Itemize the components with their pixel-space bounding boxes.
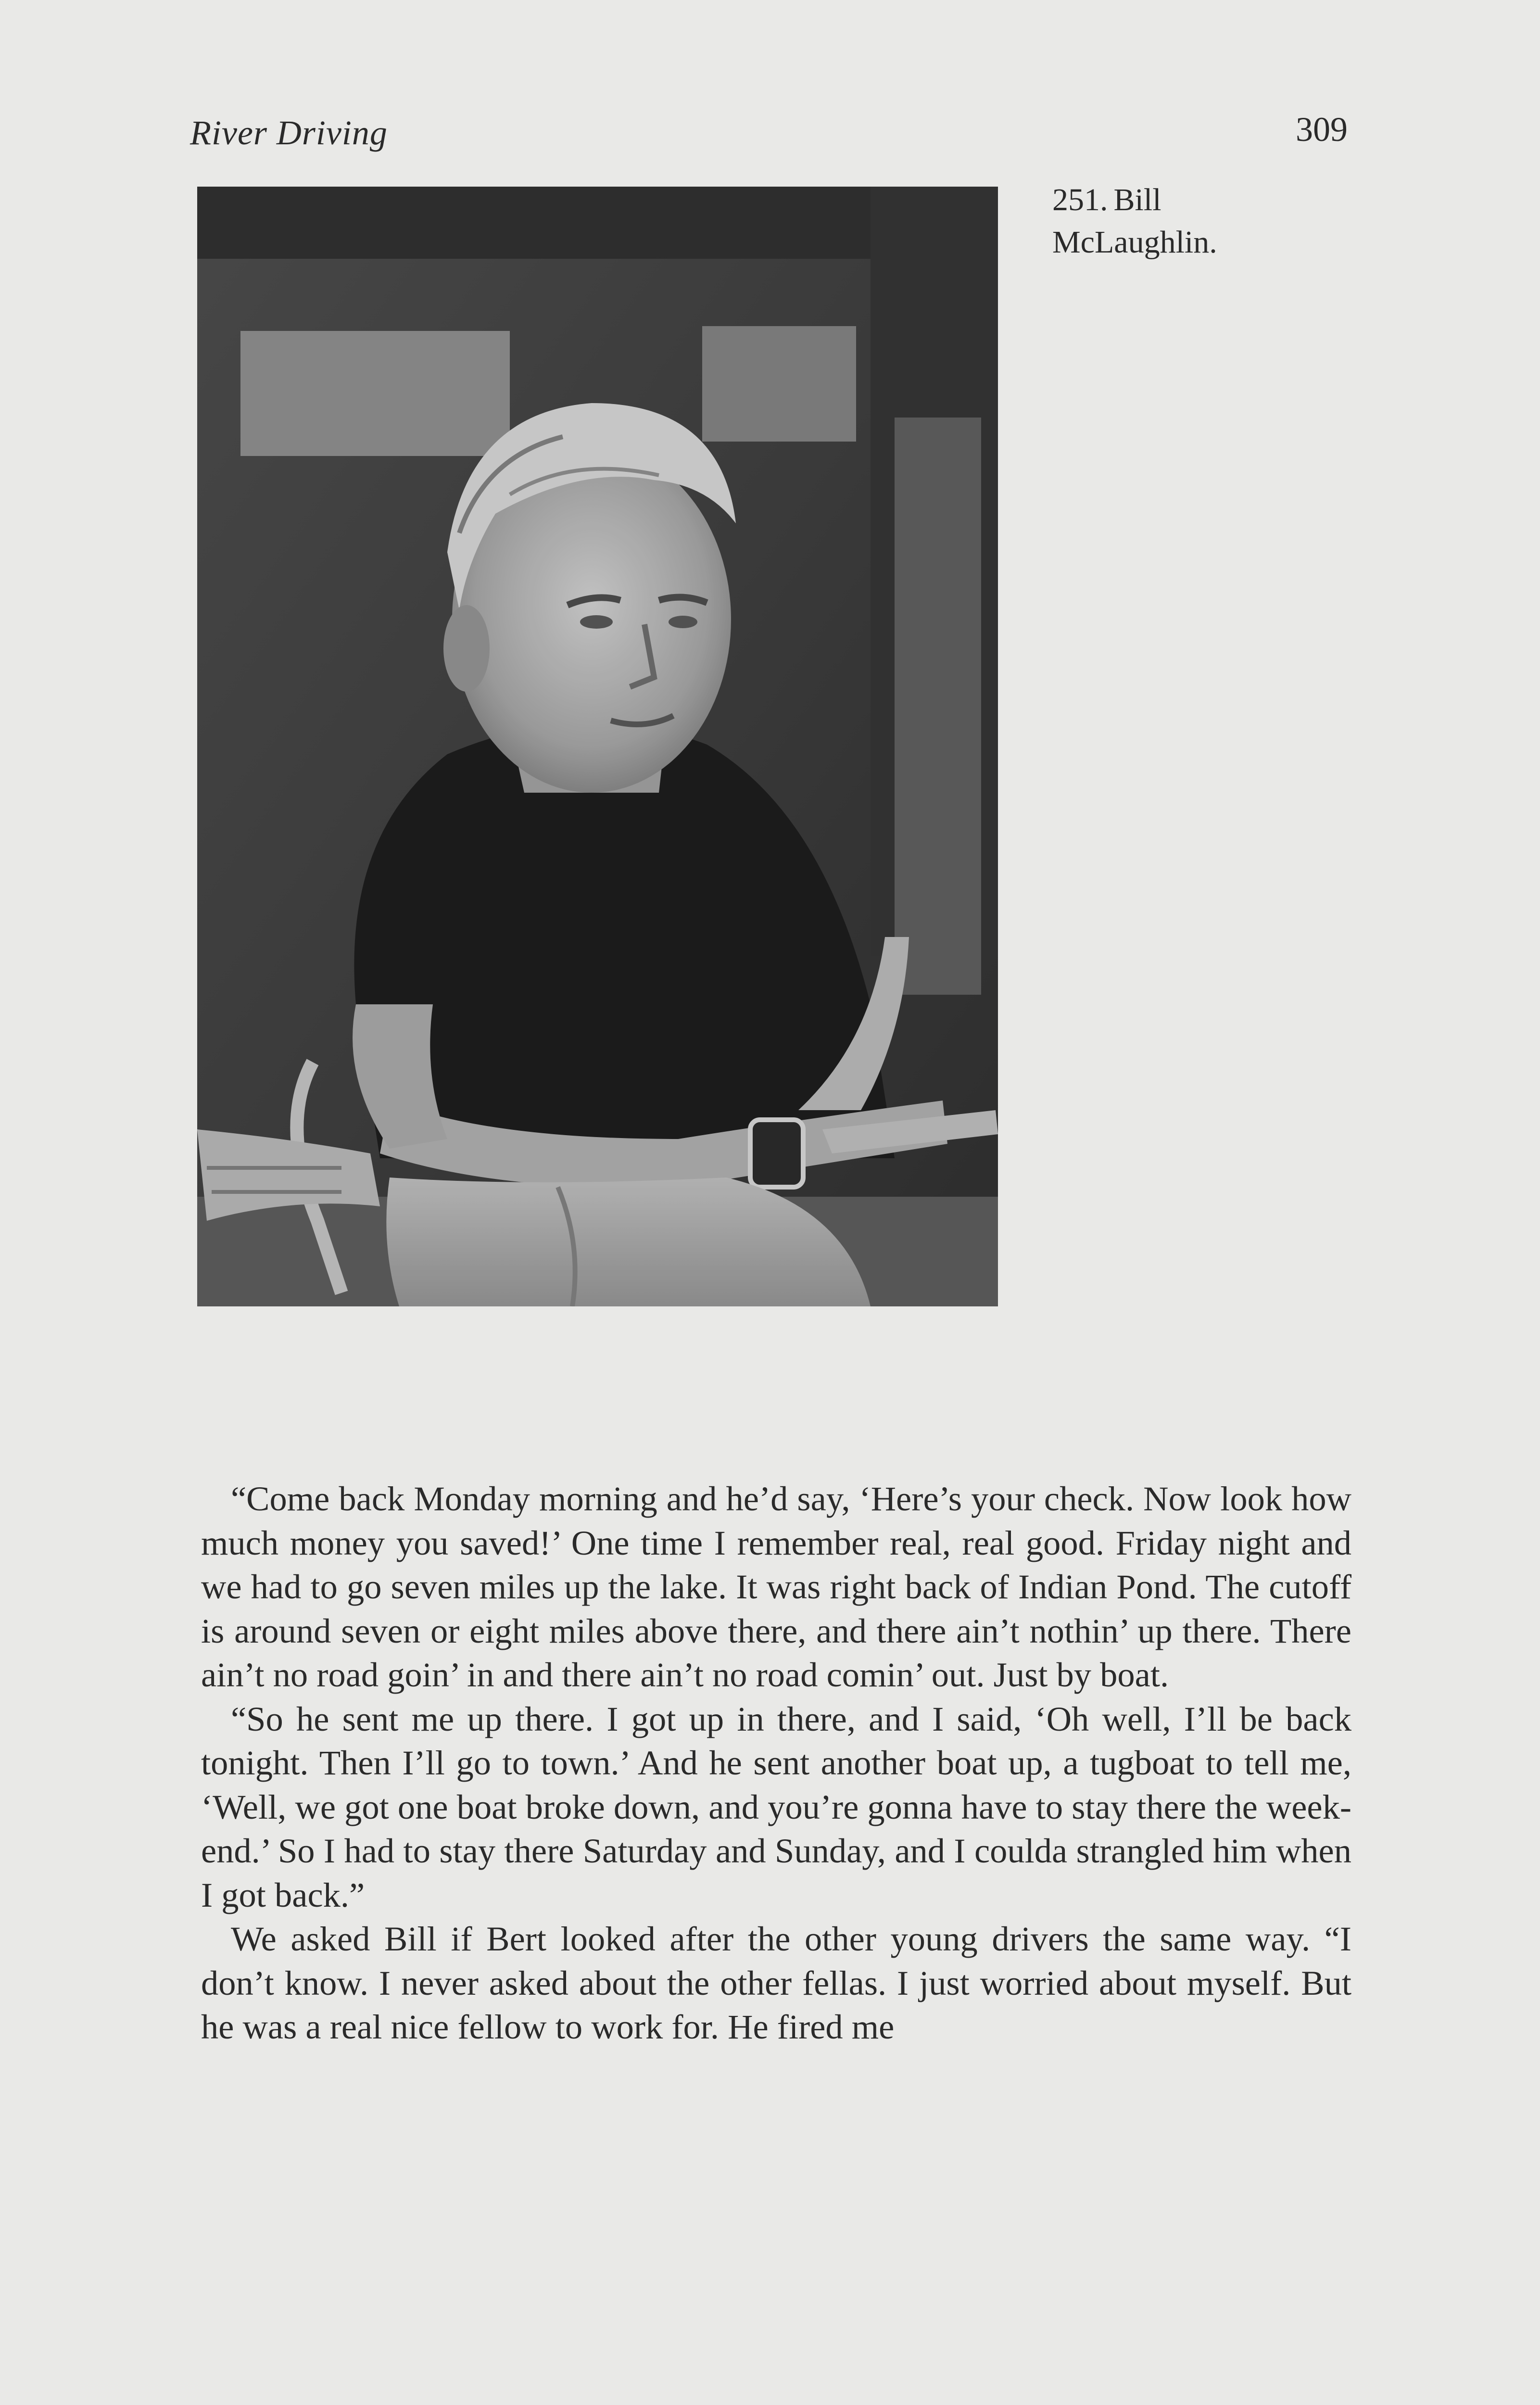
caption-text: Bill McLaughlin. — [1052, 182, 1217, 260]
figure-number: 251. — [1052, 182, 1108, 217]
running-head: River Driving — [190, 114, 388, 152]
portrait-photo — [197, 187, 998, 1306]
paragraph: “Come back Monday morning and he’d say, ‘Here’s your check. Now look how much money you saved!’ One time I remember real, real good. Friday night and we had to go seven miles up the lake. It was right back of Indian Pond. The cutoff is around seven or eight miles above there, and there ain’t nothin’ up there. There ain’t no road goin’ in and there ain’t no road comin’ out. Just by boat. — [201, 1479, 1351, 1694]
body-text — [201, 1477, 1351, 2049]
figure-caption — [1052, 179, 1293, 264]
paragraph: “So he sent me up there. I got up in there, and I said, ‘Oh well, I’ll be back tonight. Then I’ll go to town.’ And he sent another boat up, a tugboat to tell me, ‘Well, we got one boat broke down, and you’re gonna have to stay there the week-end.’ So I had to stay there Saturday and Sunday, and I coulda strangled him when I got back.” — [201, 1699, 1351, 1914]
portrait-photo-icon — [197, 187, 998, 1306]
page-number: 309 — [1296, 110, 1348, 149]
paragraph: We asked Bill if Bert looked after the other young drivers the same way. “I don’t know. I never asked about the other fellas. I just worried about myself. But he was a real nice fellow to work for. He fired me — [201, 1919, 1351, 2046]
